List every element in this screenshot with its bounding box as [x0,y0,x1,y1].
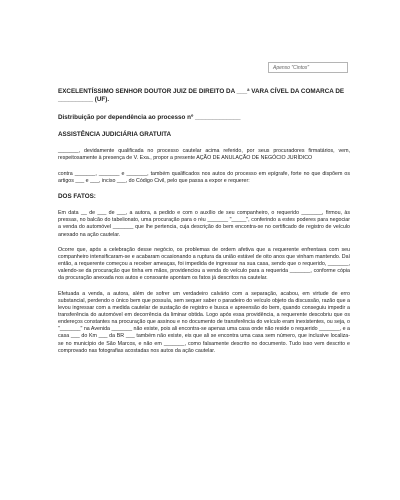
against-paragraph: contra _______, _______ e _______, também qualificados nos autos do processo em epígrafe, forte no que dispõem os artigos ___ e ___, inciso ___, do Código Civil, pelo que passa a expor e requerer: [58,170,350,184]
facts-heading: DOS FATOS: [58,192,96,200]
document-body [58,88,350,363]
legal-aid-heading: ASSISTÊNCIA JUDICIÁRIA GRATUITA [58,130,171,138]
court-address-heading: EXCELENTÍSSIMO SENHOR DOUTOR JUIZ DE DIREITO DA ___ª VARA CÍVEL DA COMARCA DE __________ (UF). [58,88,345,104]
facts-paragraph-3: Efetuada a venda, a autora, além de sofrer um verdadeiro calvário com a separação, acabou, em virtude de erro substancial, perdendo o único bem que possuía, sem sequer saber o paradeiro do veículo objeto da discussão, razão que a levou ingressar com a medida cautelar de sustação de registro e busca e apreensão do bem, quando conseguiu impedir a transferência do automóvel em decorrência da liminar obtida. Logo após essa providência, a requerente descobriu que os endereços constantes na procuração que assinou e no documento de transferência do veículo eram inexistentes, ou seja, o "_______" na Avenida _______ não existe, pois ali encontra-se apenas uma casa onde não reside o requerido _______, e a casa ___ do Km ___ da BR ___ também não existe, eis que ali se encontra uma casa sem número, que inclusive localiza-se no município de São Marcos, e não em _______, como falsamente descrito no documento. Tudo isso vem descrito e comprovado nas fotografias acostadas nos autos da ação cautelar. [58,290,350,354]
intro-paragraph: _______, devidamente qualificada no processo cautelar acima referido, por seus procuradores firmatários, vem, respeitosamente à presença de V. Exa., propor a presente AÇÃO DE ANULAÇÃO DE NEGÓCIO JURÍDICO [58,148,350,162]
facts-paragraph-1: Em data __ de ___ de ___, a autora, a pedido e com o auxílio de seu companheiro, o requerido _______, firmou, às pressas, no balcão do tabelionato, uma procuração para o réu _______ "_____", conferindo a estes poderes para negociar a venda do automóvel _______ que lhe pertencia, cuja descrição do bem encontra-se no certificado de registro de veículo anexado na ação cautelar. [58,210,350,238]
facts-paragraph-2: Ocorre que, após a celebração desse negócio, os problemas de ordem afetiva que a requerente enfrentava com seu companheiro intensificaram-se e acabaram ocasionando a ruptura da união estável de oito anos que vinham mantendo. Daí então, a requerente começou a receber ameaças, foi impedida de ingressar na sua casa, sendo que o requerido, _______, valendo-se da procuração que tinha em mãos, providenciou a venda do veículo para a requerida _______, conforme cópia da procuração anexada nos autos e consoante apontam os fatos já descritos na cautelar. [58,246,350,282]
distribution-line: Distribuição por dependência ao processo nº _____________ [58,113,241,121]
apenso-label: Apenso "Cintos" [268,62,348,73]
